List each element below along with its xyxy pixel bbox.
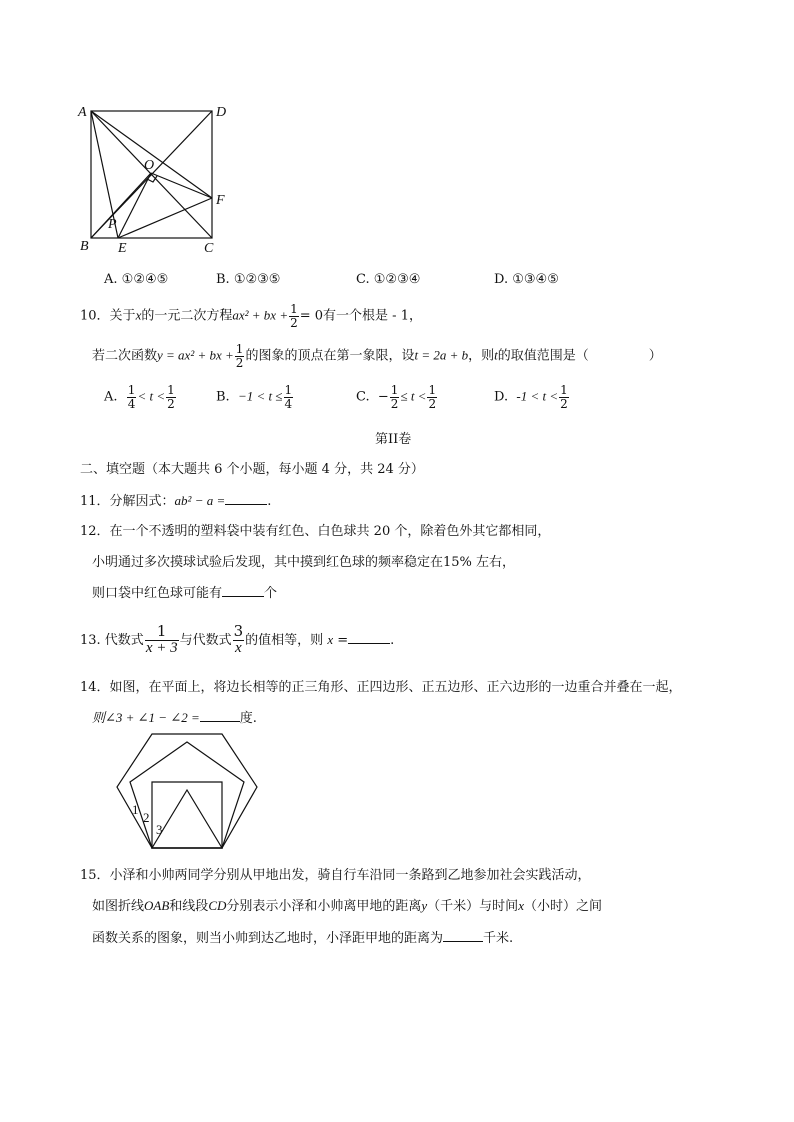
q10-line1: 10．关于x的一元二次方程ax² + bx + $\frac{1}{2}$ = 0有一个根是 - 1，: [80, 302, 422, 330]
q12-line1: 12．在一个不透明的塑料袋中装有红色、白色球共 20 个，除着色外其它都相同，: [80, 524, 551, 539]
volume-title: 第II卷: [375, 432, 412, 447]
label-e: E: [118, 241, 127, 256]
label-f: F: [216, 193, 225, 208]
q13: 13. 代数式 $\frac{1}{x + 3}$ 与代数式 $\frac{3}{x}$ 的值相等，则 x = .: [80, 622, 395, 656]
segment-af: [91, 111, 212, 198]
q10-option-d[interactable]: D. -1 < t < $\frac{1}{2}$: [494, 383, 568, 411]
q15-line2: 如图折线OAB和线段CD分别表示小泽和小帅离甲地的距离y（千米）与时间x（小时）之间: [92, 898, 602, 914]
section-heading: 二、填空题（本大题共 6 个小题，每小题 4 分，共 24 分）: [80, 462, 424, 477]
label-o: O: [144, 158, 155, 173]
q12-line2: 小明通过多次摸球试验后发现，其中摸到红色球的频率稳定在15% 左右，: [92, 555, 516, 570]
angle-label-3: 3: [156, 822, 163, 837]
q10-option-c[interactable]: C. − $\frac{1}{2}$ ≤ t < $\frac{1}{2}$: [356, 383, 437, 411]
q9-option-c[interactable]: C. ①②③④: [356, 272, 421, 287]
q15-line1: 15．小泽和小帅两同学分别从甲地出发，骑自行车沿同一条路到乙地参加社会实践活动，: [80, 868, 591, 883]
segment-oe: [118, 173, 151, 238]
square: [152, 782, 222, 848]
label-b: B: [80, 239, 89, 254]
q11: 11．分解因式：ab² − a = .: [80, 493, 272, 509]
q10-option-b[interactable]: B. −1 < t ≤ $\frac{1}{4}$: [216, 383, 293, 411]
q14-polygons-figure: [112, 730, 272, 852]
label-c: C: [204, 241, 214, 256]
label-p: P: [108, 217, 117, 232]
q14-answer-blank[interactable]: [200, 709, 240, 722]
q11-answer-blank[interactable]: [225, 492, 267, 505]
q10-option-a[interactable]: A. $\frac{1}{4}$ < t < $\frac{1}{2}$: [104, 383, 175, 411]
q9-option-a[interactable]: A. ①②④⑤: [104, 272, 169, 287]
q13-answer-blank[interactable]: [348, 631, 390, 644]
angle-label-1: 1: [132, 802, 139, 817]
angle-label-2: 2: [143, 810, 150, 825]
q10-line2: 若二次函数y = ax² + bx + $\frac{1}{2}$ 的图象的顶点在第一象限，设t = 2a + b，则t的取值范围是（ ）: [92, 342, 662, 370]
q12-line3: 则口袋中红色球可能有 个: [92, 586, 278, 601]
q15-line3: 函数关系的图象，则当小帅到达乙地时，小泽距甲地的距离为 千米.: [92, 931, 514, 946]
q9-option-d[interactable]: D. ①③④⑤: [494, 272, 559, 287]
triangle: [152, 790, 222, 848]
q9-option-b[interactable]: B. ①②③⑤: [216, 272, 281, 287]
segment-ef: [118, 198, 212, 238]
q14-line1: 14．如图，在平面上，将边长相等的正三角形、正四边形、正五边形、正六边形的一边重合并叠在一起，: [80, 680, 682, 695]
q15-answer-blank[interactable]: [443, 929, 483, 942]
pentagon: [130, 742, 244, 848]
q12-answer-blank[interactable]: [222, 584, 264, 597]
label-d: D: [216, 105, 227, 120]
q14-line2: 则∠3 + ∠1 − ∠2 = 度.: [92, 710, 257, 726]
q9-square-figure: [74, 100, 234, 258]
label-a: A: [78, 105, 87, 120]
